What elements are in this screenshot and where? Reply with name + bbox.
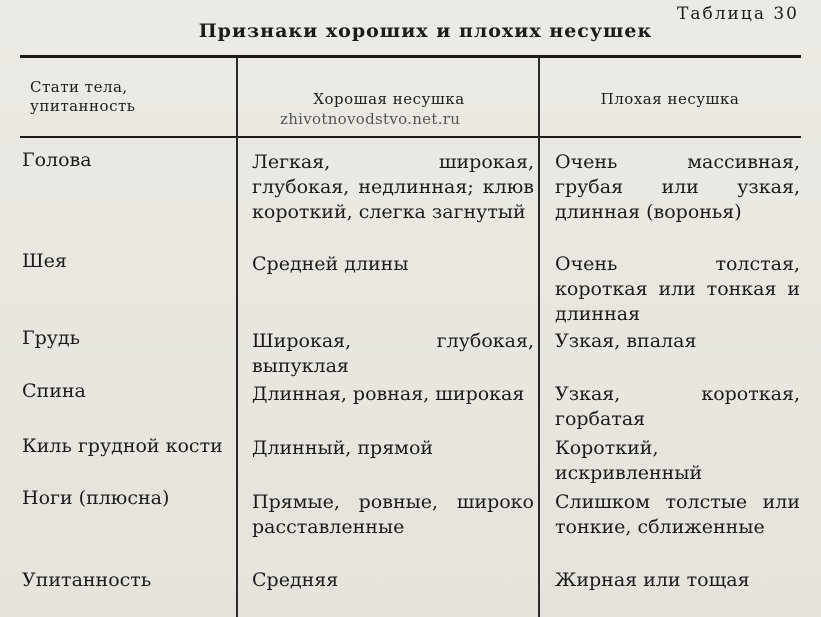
column-header-good-layer: Хорошая несушка [313, 90, 465, 108]
row-bad-trait: Жирная или тощая [555, 569, 750, 591]
row-bad-trait: Очень толстая, короткая или тонкая и длинная [555, 253, 800, 325]
row-good-trait: Легкая, широкая, глубокая, недлинная; клюв короткий, слегка загнутый [252, 151, 534, 223]
row-bad-trait: Короткий, искривленный [555, 437, 703, 484]
row-bad-trait: Слишком толстые или тонкие, сближенные [555, 491, 800, 538]
row-bad-trait: Узкая, впалая [555, 330, 697, 352]
row-label: Киль грудной кости [22, 435, 223, 457]
row-label: Ноги (плюсна) [22, 487, 170, 509]
row-label: Шея [22, 250, 67, 272]
row-label: Грудь [22, 327, 80, 349]
row-label: Спина [22, 380, 86, 402]
table-top-rule [20, 55, 801, 58]
row-good-trait: Длинная, ровная, широкая [252, 383, 525, 405]
column-divider-2 [538, 58, 540, 617]
row-label: Упитанность [22, 569, 152, 591]
watermark: zhivotnovodstvo.net.ru [280, 110, 461, 128]
table-header-rule [20, 136, 801, 138]
row-good-trait: Прямые, ровные, широко расставленные [252, 491, 534, 538]
column-header-body-parts: Стати тела, упитанность [30, 78, 136, 115]
row-good-trait: Широкая, глубокая, выпуклая [252, 330, 534, 377]
row-bad-trait: Узкая, короткая, горбатая [555, 383, 800, 430]
row-good-trait: Длинный, прямой [252, 437, 434, 459]
table-number: Таблица 30 [677, 4, 799, 24]
column-header-bad-layer: Плохая несушка [600, 90, 740, 108]
table-title: Признаки хороших и плохих несушек [198, 20, 653, 42]
row-good-trait: Средней длины [252, 253, 409, 275]
row-good-trait: Средняя [252, 569, 339, 591]
row-label: Голова [22, 149, 92, 171]
row-bad-trait: Очень массивная, грубая или узкая, длинная (воронья) [555, 151, 800, 223]
